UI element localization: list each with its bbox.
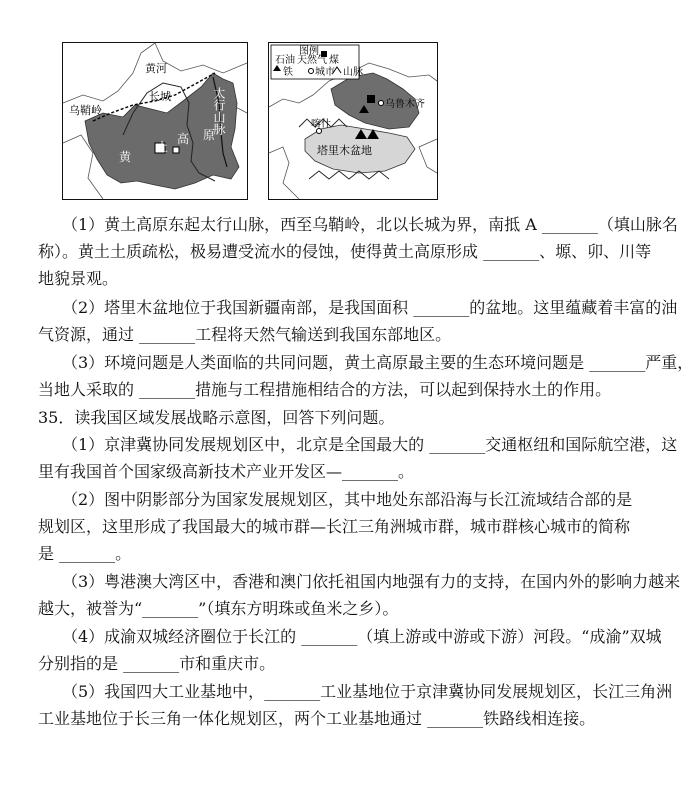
text-line-5: 气资源，通过 _______工程将天然气输送到我国东部地区。	[38, 325, 452, 344]
legend-mountain: 山脉	[343, 67, 363, 78]
label-changcheng: 长城	[149, 90, 171, 103]
question-35-header: 35．读我国区域发展战略示意图，回答下列问题。	[38, 408, 395, 427]
label-kashi: 喀什	[311, 119, 331, 130]
text-line-10: 里有我国首个国家级高新技术产业开发区—_______。	[38, 462, 415, 481]
xinjiang-map	[268, 42, 438, 200]
text-line-3: 地貌景观。	[38, 269, 119, 288]
label-huang: 黄	[119, 150, 132, 164]
text-line-6: （3）环境问题是人类面临的共同问题，黄土高原最主要的生态环境问题是 _______严重，	[62, 353, 693, 372]
legend-iron: 铁	[283, 67, 293, 78]
text-line-19: 工业基地位于长三角一体化规划区，两个工业基地通过 _______铁路线相连接。	[38, 709, 596, 728]
label-tarim: 塔里木盆地	[317, 144, 372, 157]
text-line-17: 分别指的是 _______市和重庆市。	[38, 654, 276, 673]
legend-gas: 天然气	[297, 55, 327, 66]
text-line-2: 称）。黄土土质疏松，极易遭受流水的侵蚀，使得黄土高原形成 _______、塬、卯、川等	[38, 242, 652, 261]
text-line-16: （4）成渝双城经济圈位于长江的 _______（填上游或中游或下游）河段。“成渝”双城	[62, 627, 662, 646]
text-line-1: （1）黄土高原东起太行山脉，西至乌鞘岭，北以长城为界，南抵 A _______（填山脉名	[62, 215, 678, 234]
text-line-15: 越大，被誉为“_______”（填东方明珠或鱼米之乡）。	[38, 599, 399, 618]
text-line-13: 是 _______。	[38, 544, 132, 563]
loess-plateau-map	[62, 42, 248, 200]
text-line-12: 规划区，这里形成了我国最大的城市群—长江三角洲城市群，城市群核心城市的简称	[38, 517, 631, 536]
text-line-9: （1）京津冀协同发展规划区中，北京是全国最大的 _______交通枢纽和国际航空港，这	[62, 435, 678, 454]
text-line-14: （3）粤港澳大湾区中，香港和澳门依托祖国内地强有力的支持，在国内外的影响力越来	[62, 572, 681, 591]
text-line-11: （2）图中阴影部分为国家发展规划区，其中地处东部沿海与长江流域结合部的是	[62, 490, 633, 509]
text-line-4: （2）塔里木盆地位于我国新疆南部，是我国面积 _______的盆地。这里蕴藏着丰富的油	[62, 298, 678, 317]
label-huanghe: 黄河	[145, 62, 167, 75]
legend-oil: 石油	[275, 55, 295, 66]
label-urumqi: 乌鲁木齐	[385, 99, 425, 110]
text-line-18: （5）我国四大工业基地中，_______工业基地位于京津冀协同发展规划区，长江三角洲	[62, 682, 673, 701]
legend-coal: 煤	[329, 55, 339, 66]
label-yuan: 原	[203, 128, 216, 142]
label-taihang: 太行山脉	[212, 87, 226, 135]
text-line-7: 当地人采取的 _______措施与工程措施相结合的方法，可以起到保持水土的作用。	[38, 380, 612, 399]
label-tu: 土	[156, 140, 169, 154]
map-figures	[62, 42, 438, 200]
legend-city: 城市	[315, 67, 335, 78]
legend-title: 图例	[299, 46, 319, 57]
label-wushaoling: 乌鞘岭	[69, 104, 102, 117]
label-gao: 高	[177, 132, 190, 146]
